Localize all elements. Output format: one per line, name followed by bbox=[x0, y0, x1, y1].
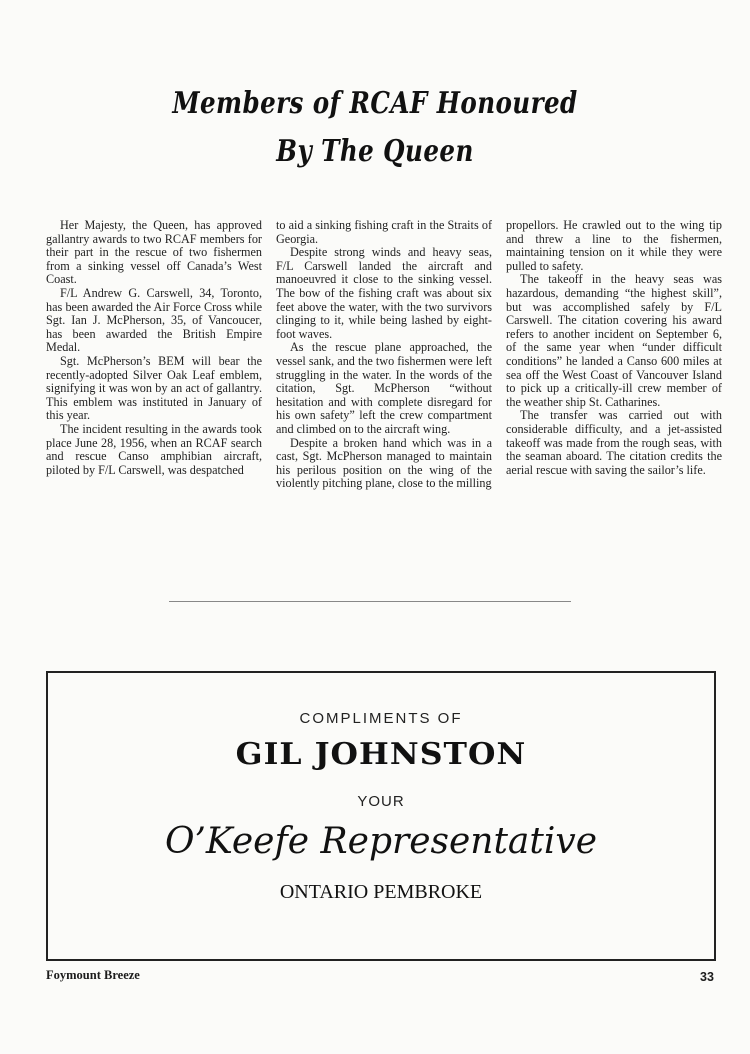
article-title-line-1: Members of RCAF Honoured bbox=[172, 86, 578, 121]
paragraph: The transfer was carried out with considerable difficulty, and a jet-assisted takeoff was made from the rough seas, with the seaman aboard. The citation credits the aerial rescue with saving the sailor’s life. bbox=[506, 408, 722, 477]
ad-compliments-text: COMPLIMENTS OF bbox=[299, 710, 463, 727]
column-3 bbox=[506, 219, 722, 539]
article-body bbox=[46, 219, 722, 539]
publication-name: Foymount Breeze bbox=[46, 968, 140, 982]
paragraph: Sgt. McPherson’s BEM will bear the recently-adopted Silver Oak Leaf emblem, signifying it was won by an act of gallantry. This emblem was instituted in January of this year. bbox=[46, 353, 262, 423]
ad-name: GIL JOHNSTON bbox=[235, 737, 527, 772]
column-2 bbox=[276, 219, 492, 539]
paragraph: F/L Andrew G. Carswell, 34, Toronto, has been awarded the Air Force Cross while Sgt. Ian J. McPherson, 35, of Vancoucer, has been awarded the British Empire Medal. bbox=[46, 285, 262, 355]
page-number: 33 bbox=[700, 970, 714, 984]
paragraph: Despite strong winds and heavy seas, F/L Carswell landed the aircraft and manoeuvred it close to the sinking vessel. The bow of the fishing craft was about six feet above the water, with the two survivors clinging to it, while being lashed by eight-foot waves. bbox=[276, 245, 492, 341]
article-title bbox=[68, 80, 683, 176]
paragraph: propellors. He crawled out to the wing tip and threw a line to the fishermen, maintaining tension on it while they were pulled to safety. bbox=[506, 219, 722, 273]
section-divider bbox=[169, 601, 571, 602]
paragraph: The takeoff in the heavy seas was hazardous, demanding “the highest skill”, but was accomplished safely by F/L Carswell. The citation covering his award refers to another incident on September 6, of the same year when “under difficult conditions” he landed a Canso 600 miles at sea off the West Coast of Vancouver Island to pick up a critically-ill crew member of the weather ship St. Catharines. bbox=[506, 272, 722, 409]
paragraph: to aid a sinking fishing craft in the Straits of Georgia. bbox=[276, 219, 492, 246]
paragraph: As the rescue plane approached, the vessel sank, and the two fishermen were left struggling in the water. In the words of the citation, Sgt. McPherson “without hesitation and with complete disregard for his own safety” left the crew compartment and climbed on to the aircraft wing. bbox=[276, 340, 492, 436]
paragraph: The incident resulting in the awards took place June 28, 1956, when an RCAF search and rescue Canso amphibian aircraft, piloted by F/L Carswell, was despatched bbox=[46, 421, 262, 477]
column-1 bbox=[46, 219, 262, 539]
article-title-line-2: By The Queen bbox=[276, 134, 474, 169]
ad-your-text: YOUR bbox=[357, 793, 405, 810]
ad-representative: O’Keefe Representative bbox=[164, 821, 598, 862]
paragraph: Despite a broken hand which was in a cast, Sgt. McPherson managed to maintain his perilous position on the wing of the violently pitching plane, close to the milling bbox=[276, 435, 492, 491]
advertisement-box bbox=[46, 671, 716, 961]
ad-location: ONTARIO PEMBROKE bbox=[279, 881, 483, 903]
paragraph: Her Majesty, the Queen, has approved gallantry awards to two RCAF members for their part in the rescue of two fishermen from a sinking vessel off Canada’s West Coast. bbox=[46, 219, 262, 287]
